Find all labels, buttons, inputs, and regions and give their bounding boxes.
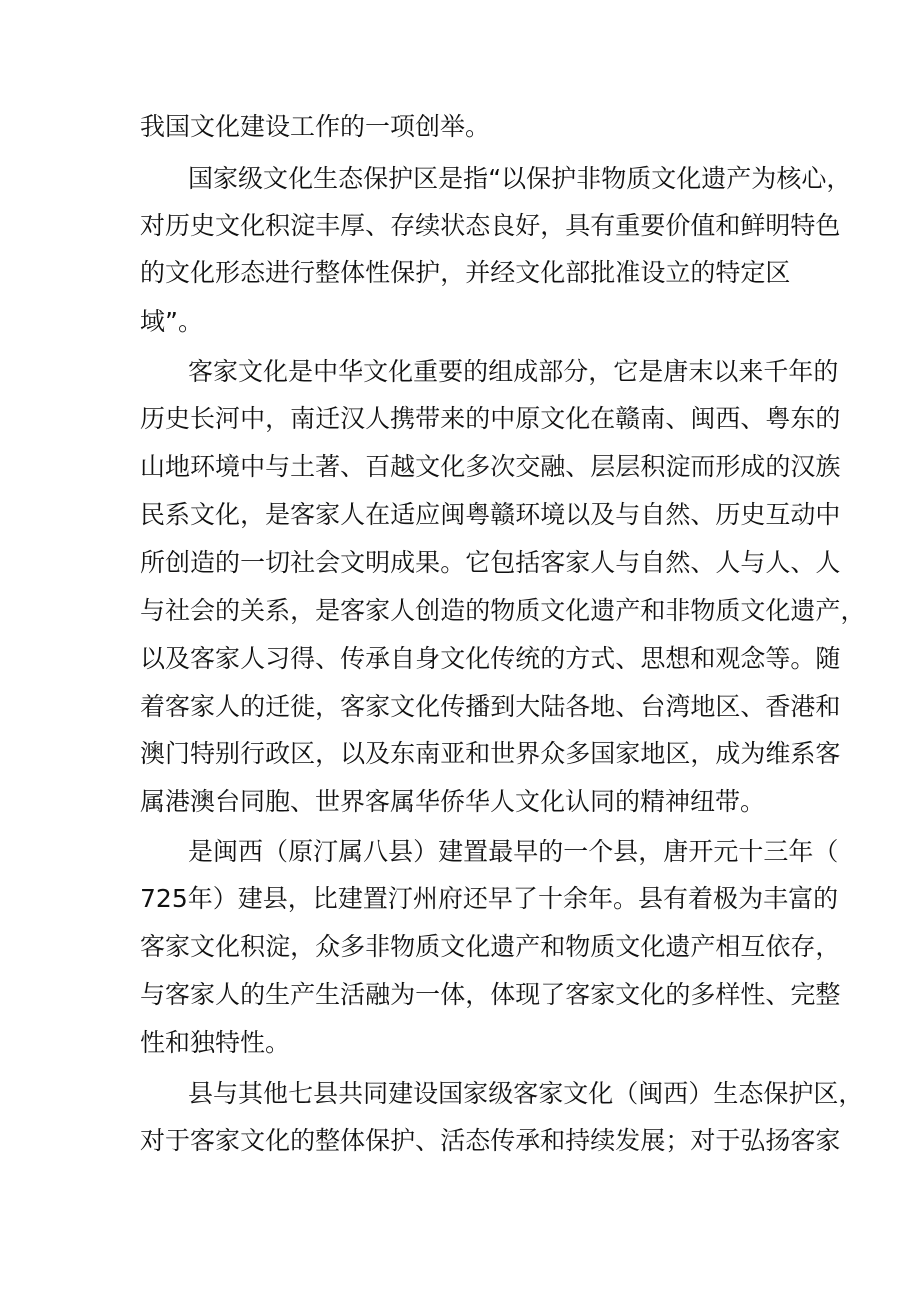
text-line: 客 家 文 化 是 中 华 文 化 重 要 的 组 成 部 分 ， 它 是 唐 末 以 来 千 年 的 — [188, 357, 839, 386]
text-line: 客 家 文 化 积 淀 ， 众 多 非 物 质 文 化 遗 产 和 物 质 文 化 遗 产 相 互 依 存 ， — [140, 932, 841, 961]
text-line: 与 客 家 人 的 生 产 生 活 融 为 一 体 ， 体 现 了 客 家 文 化 的 多 样 性 、 完 整 — [140, 980, 841, 1009]
text-line: 着 客 家 人 的 迁 徙 ， 客 家 文 化 传 播 到 大 陆 各 地 、 台 湾 地 区 、 香 港 和 — [140, 692, 841, 721]
text-line: 澳 门 特 别 行 政 区 ， 以 及 东 南 亚 和 世 界 众 多 国 家 地 区 ， 成 为 维 系 客 — [140, 739, 841, 768]
text-line: 对 于 客 家 文 化 的 整 体 保 护 、 活 态 传 承 和 持 续 发 展 ； 对 于 弘 扬 客 家 — [140, 1126, 841, 1155]
text-line: 的 文 化 形 态 进 行 整 体 性 保 护 ， 并 经 文 化 部 批 准 设 立 的 特 定 区 — [140, 258, 791, 287]
text-line: 是 闽 西 （ 原 汀 属 八 县 ） 建 置 最 早 的 一 个 县 ， 唐 开 元 十 三 年 （ — [188, 837, 839, 866]
text-line: 我国文化建设工作的一项创举。 — [140, 112, 491, 141]
text-line: 山 地 环 境 中 与 土 著 、 百 越 文 化 多 次 交 融 、 层 层 积 淀 而 形 成 的 汉 族 — [140, 452, 841, 481]
text-line: 域”。 — [140, 307, 203, 336]
text-line: 性和独特性。 — [140, 1028, 291, 1057]
text-line: 与 社 会 的 关 系 ， 是 客 家 人 创 造 的 物 质 文 化 遗 产 和 非 物 质 文 化 遗 产 ， — [140, 596, 866, 625]
text-line: 民 系 文 化 ， 是 客 家 人 在 适 应 闽 粤 赣 环 境 以 及 与 自 然 、 历 史 互 动 中 — [140, 500, 841, 529]
text-line: 历 史 长 河 中 ， 南 迁 汉 人 携 带 来 的 中 原 文 化 在 赣 南 、 闽 西 、 粤 东 的 — [140, 404, 841, 433]
text-line: 属港澳台同胞、世界客属华侨华人文化认同的精神纽带。 — [140, 787, 766, 816]
text-line: 国 家 级 文 化 生 态 保 护 区 是 指 “ 以 保 护 非 物 质 文 化 遗 产 为 核 心 ， — [188, 164, 852, 193]
text-line: 所 创 造 的 一 切 社 会 文 明 成 果 。 它 包 括 客 家 人 与 自 然 、 人 与 人 、 人 — [140, 548, 841, 577]
text-line: 县 与 其 他 七 县 共 同 建 设 国 家 级 客 家 文 化 （ 闽 西 ） 生 态 保 护 区 ， — [188, 1079, 864, 1108]
text-line: 以 及 客 家 人 习 得 、 传 承 自 身 文 化 传 统 的 方 式 、 思 想 和 观 念 等 。 随 — [140, 644, 841, 673]
text-line: 7 2 5 年 ） 建 县 ， 比 建 置 汀 州 府 还 早 了 十 余 年 。 县 有 着 极 为 丰 富 的 — [140, 884, 839, 913]
text-line: 对 历 史 文 化 积 淀 丰 厚 、 存 续 状 态 良 好 ， 具 有 重 要 价 值 和 鲜 明 特 色 — [140, 211, 841, 240]
